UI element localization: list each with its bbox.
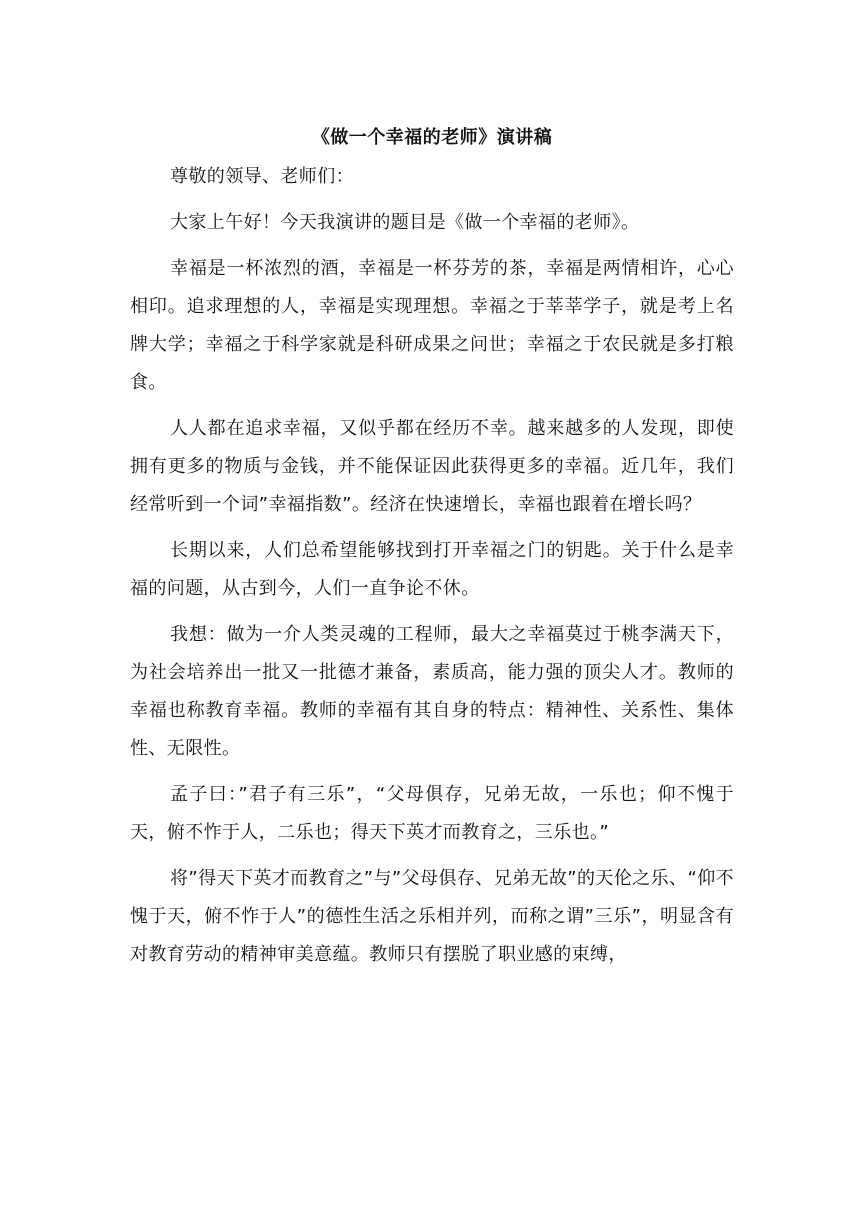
paragraph-happiness-metaphors: 幸福是一杯浓烈的酒，幸福是一杯芬芳的茶，幸福是两情相许，心心相印。追求理想的人，幸福是实现理想。幸福之于莘莘学子，就是考上名牌大学；幸福之于科学家就是科研成果之问世；幸福之于农民就是多打粮食。: [130, 258, 734, 393]
paragraph-teacher-happiness: 我想：做为一介人类灵魂的工程师，最大之幸福莫过于桃李满天下，为社会培养出一批又一批德才兼备，素质高，能力强的顶尖人才。教师的幸福也称教育幸福。教师的幸福有其自身的特点：精神性、关系性、集体性、无限性。: [130, 624, 734, 759]
paragraph-three-joys: 将”得天下英才而教育之”与”父母俱存、兄弟无故”的天伦之乐、“仰不愧于天，俯不怍于人”的德性生活之乐相并列，而称之谓”三乐”，明显含有对教育劳动的精神审美意蕴。教师只有摆脱了职业感的束缚，: [130, 868, 734, 965]
document-title: 《做一个幸福的老师》演讲稿: [311, 127, 553, 148]
paragraph-happiness-index: 人人都在追求幸福，又似乎都在经历不幸。越来越多的人发现，即使拥有更多的物质与金钱，并不能保证因此获得更多的幸福。近几年，我们经常听到一个词”幸福指数”。经济在快速增长，幸福也跟着在增长吗？: [130, 418, 734, 515]
paragraph-key-to-happiness: 长期以来，人们总希望能够找到打开幸福之门的钥匙。关于什么是幸福的问题，从古到今，人们一直争论不休。: [130, 540, 734, 599]
paragraph-greeting: 大家上午好！今天我演讲的题目是《做一个幸福的老师》。: [170, 212, 640, 233]
paragraph-mencius-quote: 孟子曰：”君子有三乐”，“父母俱存，兄弟无故，一乐也；仰不愧于天，俯不怍于人，二乐也；得天下英才而教育之，三乐也。”: [130, 784, 734, 843]
paragraph-salutation: 尊敬的领导、老师们：: [170, 166, 354, 187]
